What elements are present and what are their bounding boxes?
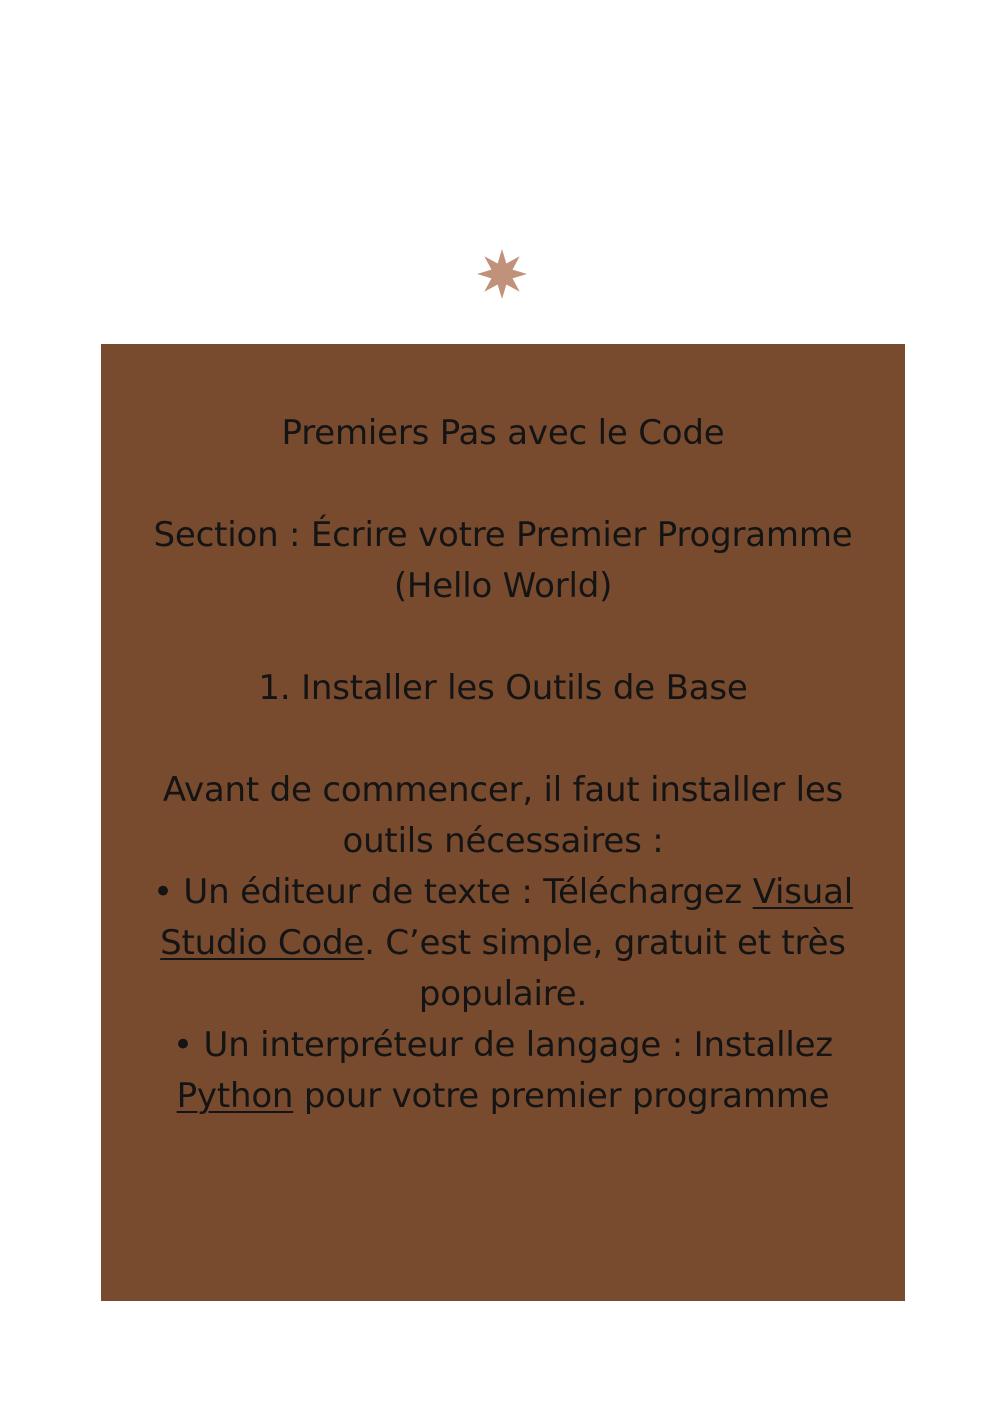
content-panel [101,344,905,1301]
bullet-interpreter [141,1020,865,1122]
bullet-interpreter-suffix: pour votre premier programme [293,1076,830,1116]
spacer [141,612,865,663]
bullet-text-editor [141,867,865,1020]
bullet-text-editor-prefix: • Un éditeur de texte : Téléchargez [152,872,753,912]
python-link[interactable]: Python [176,1076,294,1116]
document-title: Premiers Pas avec le Code [281,413,725,453]
document-body [141,408,865,1122]
bullet-interpreter-prefix: • Un interpréteur de langage : Installez [173,1025,833,1065]
spacer [141,459,865,510]
visual-studio-code-link[interactable]: Visual Studio Code [160,872,854,963]
star-icon [477,249,527,299]
intro-text: Avant de commencer, il faut installer les outils nécessaires : [162,770,844,861]
spacer [141,714,865,765]
bullet-text-editor-suffix: . C’est simple, gratuit et très populaire. [364,923,846,1014]
step-heading: 1. Installer les Outils de Base [258,668,748,708]
section-heading: Section : Écrire votre Premier Programme (Hello World) [153,515,853,606]
